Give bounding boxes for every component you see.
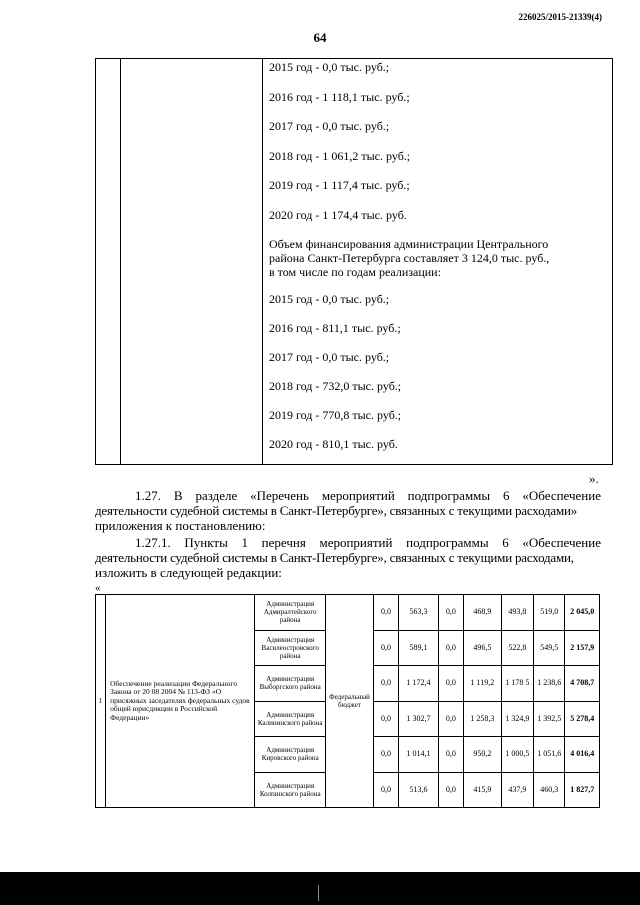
- agency-cell: Администрация Василеостровского района: [255, 630, 326, 666]
- value-2016: 513,6: [399, 772, 439, 808]
- value-2019: 1 324,9: [501, 701, 533, 737]
- funding-line: 2019 год - 1 117,4 тыс. руб.;: [269, 178, 410, 192]
- paragraph-line: деятельности судебной системы в Санкт-Петербурге», связанных с текущими расходами»: [95, 503, 578, 518]
- value-2015: 0,0: [373, 772, 398, 808]
- agency-cell: Администрация Калининского района: [255, 701, 326, 737]
- value-2017: 0,0: [438, 701, 463, 737]
- central-admin-line: в том числе по годам реализации:: [269, 265, 441, 279]
- funding-line: 2018 год - 732,0 тыс. руб.;: [269, 379, 402, 393]
- value-2016: 563,3: [399, 595, 439, 631]
- value-total: 1 827,7: [565, 772, 600, 808]
- funding-line: 2017 год - 0,0 тыс. руб.;: [269, 350, 390, 364]
- table-column-name: [120, 59, 263, 464]
- funding-source: Федеральный бюджет: [326, 595, 374, 808]
- central-admin-line: района Санкт-Петербурга составляет 3 124,0 тыс. руб.,: [269, 251, 550, 265]
- value-2016: 1 014,1: [399, 737, 439, 773]
- value-2017: 0,0: [438, 630, 463, 666]
- value-2020: 549,5: [534, 630, 565, 666]
- value-2018: 950,2: [464, 737, 502, 773]
- value-2019: 1 000,5: [501, 737, 533, 773]
- value-2015: 0,0: [373, 666, 398, 702]
- funding-line: 2020 год - 1 174,4 тыс. руб.: [269, 208, 407, 222]
- funding-line: 2019 год - 770,8 тыс. руб.;: [269, 408, 402, 422]
- agency-cell: Администрация Адмиралтейского района: [255, 595, 326, 631]
- row-index: 1: [96, 595, 106, 808]
- paragraph-1-27: [95, 488, 601, 533]
- value-2015: 0,0: [373, 701, 398, 737]
- value-2015: 0,0: [373, 595, 398, 631]
- table-column-number: [96, 59, 121, 464]
- funding-line: 2018 год - 1 061,2 тыс. руб.;: [269, 149, 411, 163]
- paragraph-line: деятельности судебной системы в Санкт-Петербурге», связанных с текущими расходами,: [95, 550, 574, 565]
- document-id: 226025/2015-21339(4): [518, 12, 602, 22]
- measure-description: Обеспечение реализации Федерального Закона от 20 08 2004 № 113-ФЗ «О присяжных заседателях федеральных судов общей юрисдикции в Российской Федерации»: [106, 595, 255, 808]
- value-2020: 1 392,5: [534, 701, 565, 737]
- central-admin-line: Объем финансирования администрации Центрального: [269, 237, 549, 251]
- value-2020: 1 238,6: [534, 666, 565, 702]
- funding-line: 2017 год - 0,0 тыс. руб.;: [269, 119, 390, 133]
- value-2019: 493,8: [501, 595, 533, 631]
- value-2017: 0,0: [438, 772, 463, 808]
- value-2018: 496,5: [464, 630, 502, 666]
- opening-quote: «: [95, 582, 101, 594]
- paragraph-line: приложения к постановлению:: [95, 518, 266, 533]
- value-2019: 522,8: [501, 630, 533, 666]
- value-2020: 519,0: [534, 595, 565, 631]
- agency-cell: Администрация Колпинского района: [255, 772, 326, 808]
- funding-line: 2015 год - 0,0 тыс. руб.;: [269, 60, 390, 74]
- agency-cell: Администрация Выборгского района: [255, 666, 326, 702]
- value-2016: 1 302,7: [399, 701, 439, 737]
- value-2018: 468,9: [464, 595, 502, 631]
- page-number: 64: [313, 30, 327, 45]
- value-2018: 1 258,3: [464, 701, 502, 737]
- scan-artifact: [318, 885, 319, 901]
- scan-border-bottom: [0, 872, 640, 905]
- funding-line: 2020 год - 810,1 тыс. руб.: [269, 437, 398, 451]
- funding-line: 2016 год - 811,1 тыс. руб.;: [269, 321, 401, 335]
- value-total: 4 708,7: [565, 666, 600, 702]
- value-2016: 589,1: [399, 630, 439, 666]
- funding-table-continuation: [95, 58, 613, 465]
- value-total: 4 016,4: [565, 737, 600, 773]
- value-2017: 0,0: [438, 737, 463, 773]
- value-total: 5 278,4: [565, 701, 600, 737]
- value-2019: 437,9: [501, 772, 533, 808]
- value-2018: 415,9: [464, 772, 502, 808]
- value-2020: 460,3: [534, 772, 565, 808]
- funding-line: 2016 год - 1 118,1 тыс. руб.;: [269, 90, 410, 104]
- value-2015: 0,0: [373, 630, 398, 666]
- value-2016: 1 172,4: [399, 666, 439, 702]
- measures-table: [95, 594, 600, 808]
- value-2017: 0,0: [438, 666, 463, 702]
- value-2020: 1 051,6: [534, 737, 565, 773]
- agency-cell: Администрация Кировского района: [255, 737, 326, 773]
- paragraph-1-27-1: [95, 535, 601, 580]
- value-total: 2 157,9: [565, 630, 600, 666]
- value-2017: 0,0: [438, 595, 463, 631]
- paragraph-line: 1.27.1. Пункты 1 перечня мероприятий подпрограммы 6 «Обеспечение: [135, 535, 601, 550]
- paragraph-line: изложить в следующей редакции:: [95, 565, 282, 580]
- funding-line: 2015 год - 0,0 тыс. руб.;: [269, 292, 390, 306]
- value-total: 2 045,0: [565, 595, 600, 631]
- paragraph-line: 1.27. В разделе «Перечень мероприятий подпрограммы 6 «Обеспечение: [135, 488, 601, 503]
- value-2015: 0,0: [373, 737, 398, 773]
- closing-quote: ».: [589, 471, 599, 486]
- value-2019: 1 178 5: [501, 666, 533, 702]
- value-2018: 1 119,2: [464, 666, 502, 702]
- table-row: [96, 595, 600, 631]
